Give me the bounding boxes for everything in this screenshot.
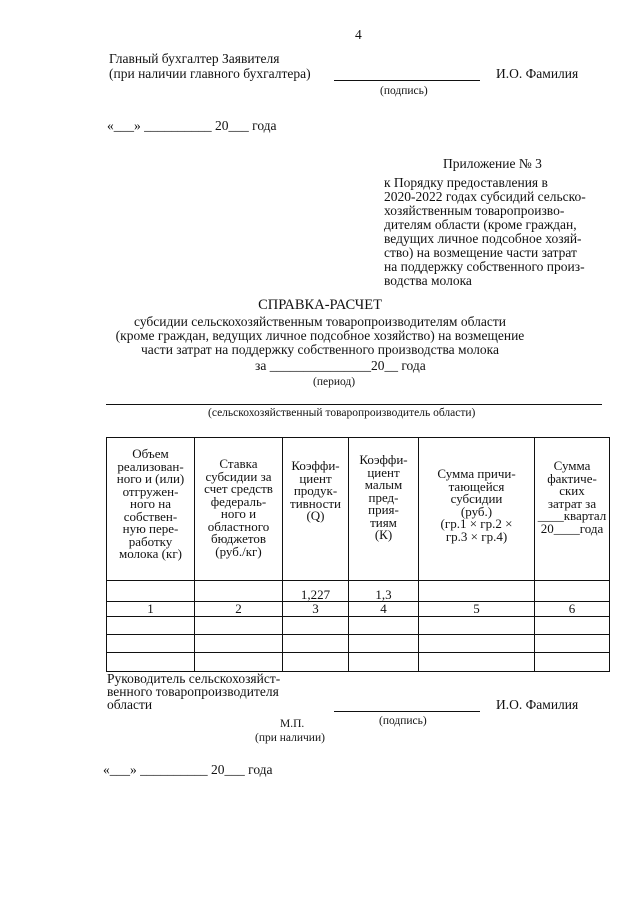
appendix-line: ство) на возмещение части затрат [384,245,577,260]
appendix-title: Приложение № 3 [443,156,542,171]
subtitle-line: (кроме граждан, ведущих личное подсобное хозяйство) на возмещение [115,328,525,343]
stamp-label: М.П. [280,718,305,730]
header-cell-productivity: Коэффи- циент продук- тивности (Q) [283,438,349,581]
table-cell [419,617,535,635]
subtitle-line: субсидии сельскохозяйственным товаропроизводителям области [134,314,506,329]
document-subtitle [80,315,560,357]
head-signature-caption: (подпись) [379,715,427,727]
table-cell [195,653,283,672]
table-cell [535,635,610,653]
value-cell [107,581,195,602]
table-row [107,653,610,672]
calculation-table [106,437,610,672]
head-name: И.О. Фамилия [496,697,579,712]
table-cell [195,617,283,635]
table-values-row [107,581,610,602]
table-cell [419,635,535,653]
head-signature-line [334,711,480,712]
table-header-row [107,438,610,581]
appendix-text [384,176,604,288]
table-cell [283,653,349,672]
value-cell-small-enterprise: 1,3 [349,581,419,602]
date-line-2: «___» __________ 20___ года [103,762,273,777]
value-cell [195,581,283,602]
column-number: 1 [107,602,195,617]
table-cell [107,617,195,635]
table-cell [283,617,349,635]
value-cell [419,581,535,602]
table-cell [349,635,419,653]
table-cell [349,653,419,672]
subtitle-line: части затрат на поддержку собственного производства молока [141,342,499,357]
table-cell [349,617,419,635]
chief-accountant-note: (при наличии главного бухгалтера) [109,66,311,81]
head-title-line-2: венного товаропроизводителя [107,684,279,699]
page-number: 4 [355,27,362,42]
date-line-1: «___» __________ 20___ года [107,118,277,133]
table-row [107,617,610,635]
chief-accountant-title: Главный бухгалтер Заявителя [109,51,280,66]
column-number: 3 [283,602,349,617]
head-title-line-1: Руководитель сельскохозяйст- [107,671,281,686]
document-title: СПРАВКА-РАСЧЕТ [258,297,382,313]
header-cell-subsidy-sum: Сумма причи- тающейся субсидии (руб.) (гр.1 × гр.2 × гр.3 × гр.4) [419,438,535,581]
table-cell [107,653,195,672]
header-cell-rate: Ставка субсидии за счет средств федераль- ного и областного бюджетов (руб./кг) [195,438,283,581]
value-cell-productivity: 1,227 [283,581,349,602]
column-number: 5 [419,602,535,617]
table-row [107,635,610,653]
header-cell-volume: Объем реализован- ного и (или) отгружен- ного на собствен- ную пере- работку молока (кг) [107,438,195,581]
value-cell [535,581,610,602]
appendix-line: дителям области (кроме граждан, [384,217,577,232]
column-number: 4 [349,602,419,617]
table-column-numbers-row [107,602,610,617]
appendix-line: к Порядку предоставления в [384,175,548,190]
appendix-line: на поддержку собственного произ- [384,259,585,274]
table-cell [535,617,610,635]
appendix-line: хозяйственным товаропроизво- [384,203,565,218]
header-cell-small-enterprise: Коэффи- циент малым пред- прия- тиям (К) [349,438,419,581]
period-caption: (период) [313,376,356,388]
chief-accountant-signature-line [334,80,480,81]
table-cell [195,635,283,653]
stamp-note: (при наличии) [255,732,325,744]
head-title-line-3: области [107,697,153,712]
header-cell-actual-costs: Сумма фактиче- ских затрат за ____квартал 20____года [535,438,610,581]
table-cell [535,653,610,672]
producer-caption: (сельскохозяйственный товаропроизводитель области) [208,407,476,419]
table-cell [419,653,535,672]
producer-line [106,404,602,405]
column-number: 2 [195,602,283,617]
column-number: 6 [535,602,610,617]
chief-accountant-signature-caption: (подпись) [380,85,428,97]
period-line: за _______________20__ года [255,358,426,373]
appendix-line: 2020-2022 годах субсидий сельско- [384,189,586,204]
appendix-line: водства молока [384,273,472,288]
chief-accountant-name: И.О. Фамилия [496,66,579,81]
appendix-line: ведущих личное подсобное хозяй- [384,231,582,246]
table-cell [107,635,195,653]
table-cell [283,635,349,653]
